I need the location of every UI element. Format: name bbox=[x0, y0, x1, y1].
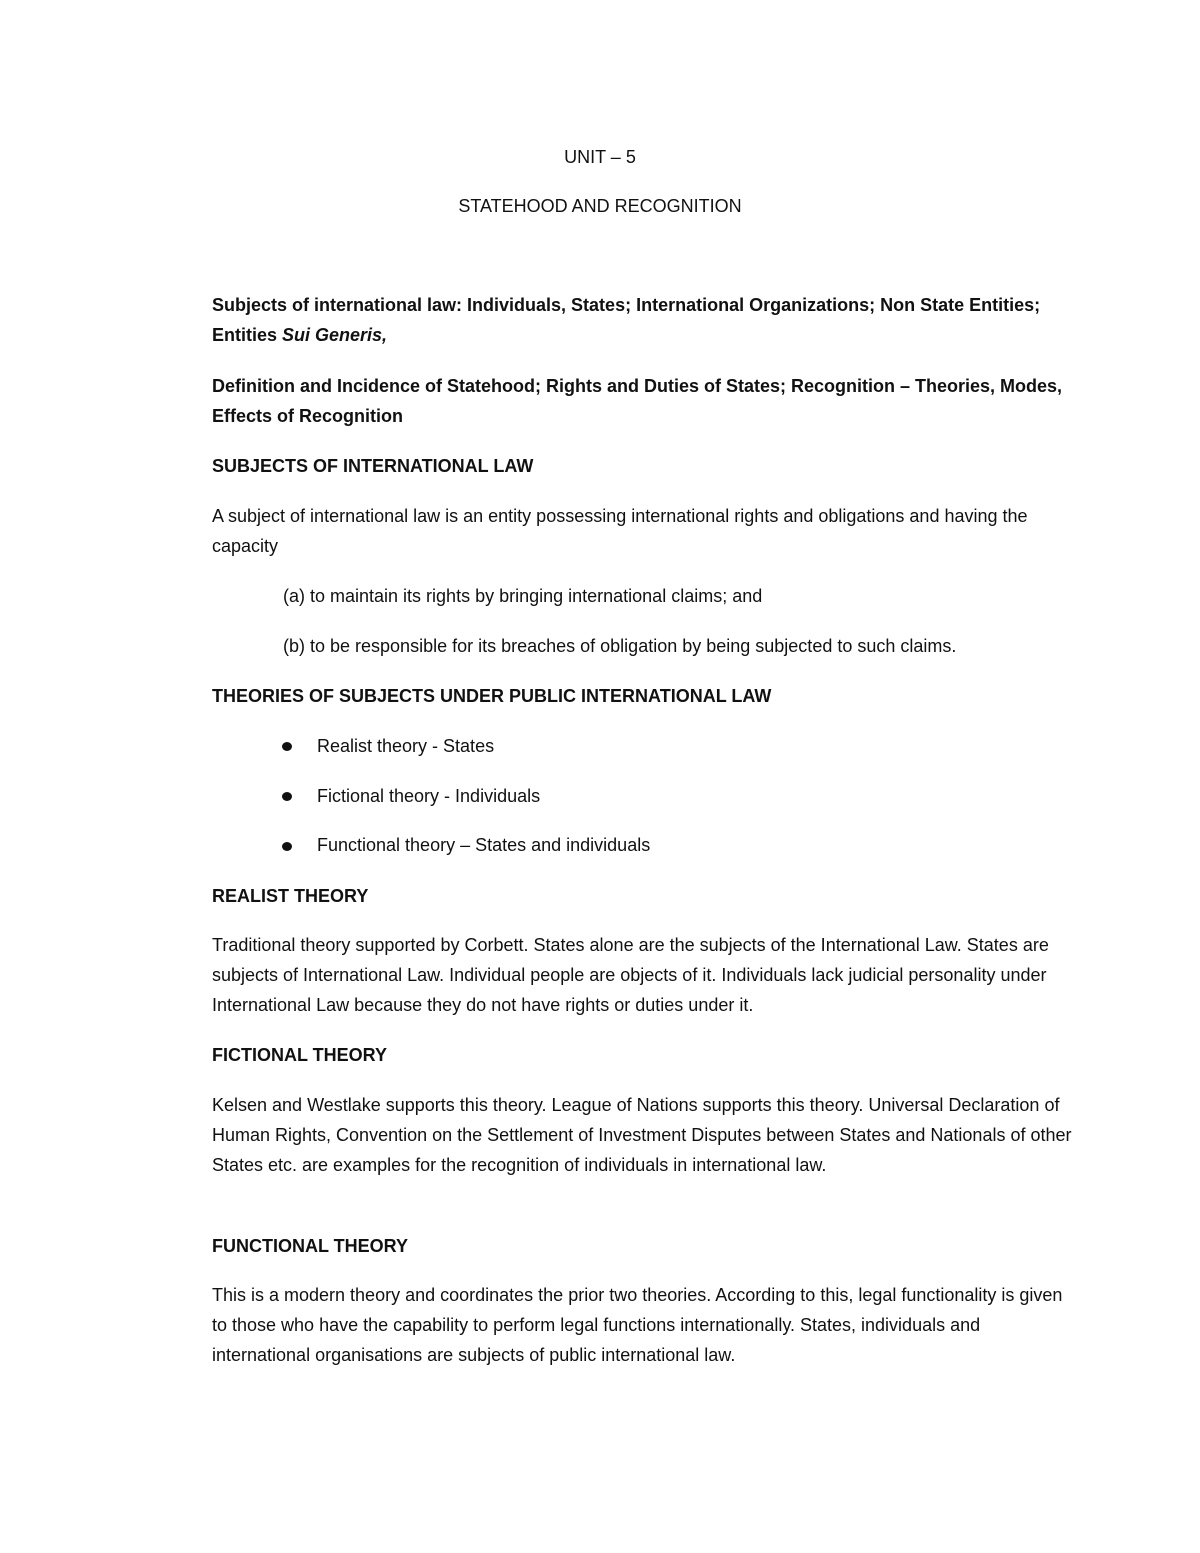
subjects-definition: A subject of international law is an entity possessing international rights and obligations and having the capacity bbox=[212, 506, 1028, 556]
section-heading-theories: THEORIES OF SUBJECTS UNDER PUBLIC INTERNATIONAL LAW bbox=[212, 686, 772, 706]
functional-paragraph: This is a modern theory and coordinates the prior two theories. According to this, legal functionality is given to those who have the capability to perform legal functions internationally. States, individuals and international organisations are subjects of public international law. bbox=[212, 1285, 1063, 1365]
section-heading-subjects: SUBJECTS OF INTERNATIONAL LAW bbox=[212, 456, 534, 476]
theory-bullet-fictional: Fictional theory - Individuals bbox=[317, 786, 541, 806]
syllabus-italic-term: Sui Generis, bbox=[282, 325, 388, 345]
syllabus-line-statehood: Definition and Incidence of Statehood; Rights and Duties of States; Recognition – Theories, Modes, Effects of Recognition bbox=[212, 376, 1063, 426]
syllabus-line-subjects-text: Subjects of international law: Individuals, States; International Organizations; Non State Entities; Entities bbox=[212, 295, 1041, 345]
document-title: STATEHOOD AND RECOGNITION bbox=[458, 196, 742, 216]
section-heading-fictional: FICTIONAL THEORY bbox=[212, 1045, 387, 1065]
syllabus-line-subjects bbox=[212, 290, 1072, 350]
fictional-paragraph: Kelsen and Westlake supports this theory. League of Nations supports this theory. Universal Declaration of Human Rights, Convention on the Settlement of Investment Disputes between States and Nationals of other States etc. are examples for the recognition of individuals in international law. bbox=[212, 1095, 1072, 1175]
bullet-dot bbox=[282, 792, 292, 801]
capacity-item-a: (a) to maintain its rights by bringing international claims; and bbox=[283, 586, 763, 606]
capacity-item-b: (b) to be responsible for its breaches of obligation by being subjected to such claims. bbox=[283, 636, 957, 656]
realist-paragraph: Traditional theory supported by Corbett. States alone are the subjects of the International Law. States are subjects of International Law. Individual people are objects of it. Individuals lack judicial personality under International Law because they do not have rights or duties under it. bbox=[212, 935, 1049, 1015]
bullet-dot bbox=[282, 742, 292, 751]
bullet-dot bbox=[282, 842, 292, 851]
unit-number: UNIT – 5 bbox=[564, 147, 636, 167]
section-heading-functional: FUNCTIONAL THEORY bbox=[212, 1236, 408, 1256]
theory-bullet-realist: Realist theory - States bbox=[317, 736, 495, 756]
section-heading-realist: REALIST THEORY bbox=[212, 886, 369, 906]
theory-bullet-functional: Functional theory – States and individuals bbox=[317, 835, 651, 855]
